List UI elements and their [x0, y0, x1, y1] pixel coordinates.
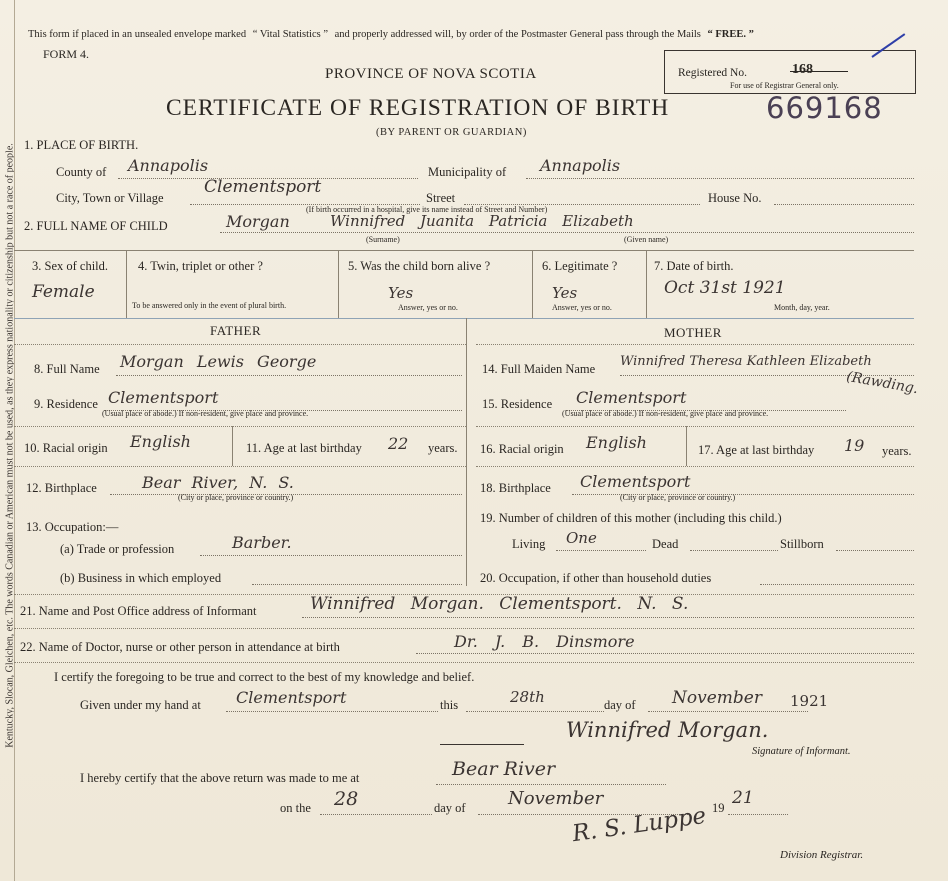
municipality-line: [526, 178, 914, 179]
father-residence-value: Clementsport: [108, 388, 219, 407]
county-label: County of: [56, 165, 107, 179]
margin-rule: [14, 0, 15, 881]
twin-note: To be answered only in the event of plural birth.: [132, 301, 287, 310]
surname-caption: (Surname): [366, 235, 400, 244]
father-heading: FATHER: [210, 323, 262, 338]
row3-top-rule: [14, 250, 914, 251]
form-number: FORM 4.: [43, 47, 90, 61]
postal-notice: This form if placed in an unsealed envelope marked “ Vital Statistics ” and properly addressed will, by order of the Postmaster General pass through the Mails “ FREE. ”: [28, 29, 754, 40]
informant-signature-caption: Signature of Informant.: [752, 746, 851, 757]
informant-signature-rule: [440, 744, 524, 745]
children-label: 19. Number of children of this mother (including this child.): [480, 511, 782, 525]
given-place-value: Clementsport: [236, 688, 347, 707]
certify-day-of-label: day of: [604, 698, 636, 712]
mother-birthplace-note: (City or place, province or country.): [620, 493, 736, 502]
certify-month-value: November: [672, 688, 762, 708]
parents-divider: [466, 318, 467, 586]
registrar-statement: I hereby certify that the above return was made to me at: [80, 771, 360, 785]
father-name-value: Morgan Lewis George: [120, 352, 317, 371]
certify-day-value: 28th: [510, 688, 545, 706]
certificate-subtitle: (BY PARENT OR GUARDIAN): [376, 127, 527, 138]
registered-strike: [790, 71, 848, 72]
child-surname: Morgan: [226, 212, 290, 231]
father-birthplace-note: (City or place, province or country.): [178, 493, 294, 502]
father-birthplace-value: Bear River, N. S.: [142, 473, 294, 492]
dead-label: Dead: [652, 537, 679, 551]
date-note: Month, day, year.: [774, 303, 830, 312]
given-caption: (Given name): [624, 235, 669, 244]
municipality-label: Municipality of: [428, 165, 507, 179]
mother-age-value: 19: [844, 436, 865, 455]
registrar-month-value: November: [508, 788, 604, 809]
margin-instructions: Kentucky, Slocan, Gleichen, etc. The words Canadian or American must not be used, as they express nationality or citizenship but not a race of people.: [4, 143, 16, 748]
place-of-birth-label: 1. PLACE OF BIRTH.: [24, 138, 139, 152]
mother-years: years.: [882, 444, 912, 458]
mother-residence-value: Clementsport: [576, 388, 687, 407]
living-value: One: [566, 529, 597, 547]
mother-age-label: 17. Age at last birthday: [698, 443, 815, 457]
child-given-name: Winnifred Juanita Patricia Elizabeth: [330, 212, 634, 230]
mother-residence-label: 15. Residence: [482, 397, 553, 411]
trade-label: (a) Trade or profession: [60, 542, 175, 556]
alive-value: Yes: [388, 284, 414, 302]
registrar-day-of-label: day of: [434, 801, 466, 815]
house-line: [774, 204, 914, 205]
mother-name-label: 14. Full Maiden Name: [482, 362, 596, 376]
given-under-label: Given under my hand at: [80, 698, 201, 712]
stillborn-label: Stillborn: [780, 537, 824, 551]
trade-value: Barber.: [232, 533, 292, 552]
child-name-label: 2. FULL NAME OF CHILD: [24, 219, 168, 233]
father-racial-value: English: [130, 432, 191, 451]
house-label: House No.: [708, 191, 762, 205]
legitimate-value: Yes: [552, 284, 578, 302]
father-residence-note: (Usual place of abode.) If non-resident, give place and province.: [102, 409, 309, 418]
on-the-label: on the: [280, 801, 311, 815]
father-age-label: 11. Age at last birthday: [246, 441, 362, 455]
registrar-place-value: Bear River: [452, 758, 556, 780]
this-label: this: [440, 698, 459, 712]
informant-label: 21. Name and Post Office address of Informant: [20, 604, 257, 618]
alive-note: Answer, yes or no.: [398, 303, 458, 312]
row3-bottom-rule: [14, 318, 914, 319]
twin-label: 4. Twin, triplet or other ?: [138, 259, 263, 273]
father-racial-label: 10. Racial origin: [24, 441, 108, 455]
registrar-year-prefix: 19: [712, 801, 725, 815]
mother-heading: MOTHER: [664, 325, 722, 340]
legitimate-label: 6. Legitimate ?: [542, 259, 618, 273]
municipality-value: Annapolis: [540, 156, 621, 175]
attendant-value: Dr. J. B. Dinsmore: [454, 632, 635, 651]
registered-number: 168: [792, 62, 813, 77]
registrar-year-suffix: 21: [732, 788, 754, 808]
registered-label: Registered No.: [678, 67, 747, 79]
registrar-signature: R. S. Luppe: [570, 802, 708, 848]
sex-value: Female: [32, 282, 95, 302]
city-value: Clementsport: [204, 177, 322, 197]
informant-value: Winnifred Morgan. Clementsport. N. S.: [310, 594, 689, 614]
mother-name-value-2: (Rawding.: [845, 368, 920, 398]
certify-statement: I certify the foregoing to be true and correct to the best of my knowledge and belief.: [54, 670, 475, 684]
street-label: Street: [426, 191, 456, 205]
mother-name-value: Winnifred Theresa Kathleen Elizabeth: [620, 354, 872, 369]
living-label: Living: [512, 537, 546, 551]
father-occupation-label: 13. Occupation:—: [26, 520, 119, 534]
father-name-label: 8. Full Name: [34, 362, 100, 376]
city-label: City, Town or Village: [56, 191, 164, 205]
informant-signature: Winnifred Morgan.: [566, 718, 769, 742]
father-years: years.: [428, 441, 458, 455]
child-name-line: [220, 232, 914, 233]
hospital-note: (If birth occurred in a hospital, give its name instead of Street and Number): [306, 205, 548, 214]
province-heading: PROVINCE OF NOVA SCOTIA: [325, 66, 537, 82]
father-age-value: 22: [388, 434, 409, 453]
county-value: Annapolis: [128, 156, 209, 175]
father-residence-label: 9. Residence: [34, 397, 98, 411]
mother-occupation-label: 20. Occupation, if other than household duties: [480, 571, 712, 585]
legitimate-note: Answer, yes or no.: [552, 303, 612, 312]
certificate-title: CERTIFICATE OF REGISTRATION OF BIRTH: [166, 95, 670, 121]
sex-label: 3. Sex of child.: [32, 259, 109, 273]
mother-birthplace-label: 18. Birthplace: [480, 481, 551, 495]
mother-residence-note: (Usual place of abode.) If non-resident, give place and province.: [562, 409, 769, 418]
mother-racial-label: 16. Racial origin: [480, 442, 564, 456]
mother-birthplace-value: Clementsport: [580, 472, 691, 491]
date-value: Oct 31st 1921: [664, 278, 786, 298]
mother-racial-value: English: [586, 433, 647, 452]
date-label: 7. Date of birth.: [654, 259, 734, 273]
business-label: (b) Business in which employed: [60, 571, 222, 585]
father-birthplace-label: 12. Birthplace: [26, 481, 97, 495]
attendant-label: 22. Name of Doctor, nurse or other person in attendance at birth: [20, 640, 340, 654]
alive-label: 5. Was the child born alive ?: [348, 259, 491, 273]
certificate-number: 669168: [766, 91, 883, 125]
certify-year-value: 1921: [790, 692, 829, 710]
registrar-day-value: 28: [334, 788, 359, 810]
registrar-caption: Division Registrar.: [780, 849, 864, 861]
registrar-use-note: For use of Registrar General only.: [730, 81, 839, 90]
